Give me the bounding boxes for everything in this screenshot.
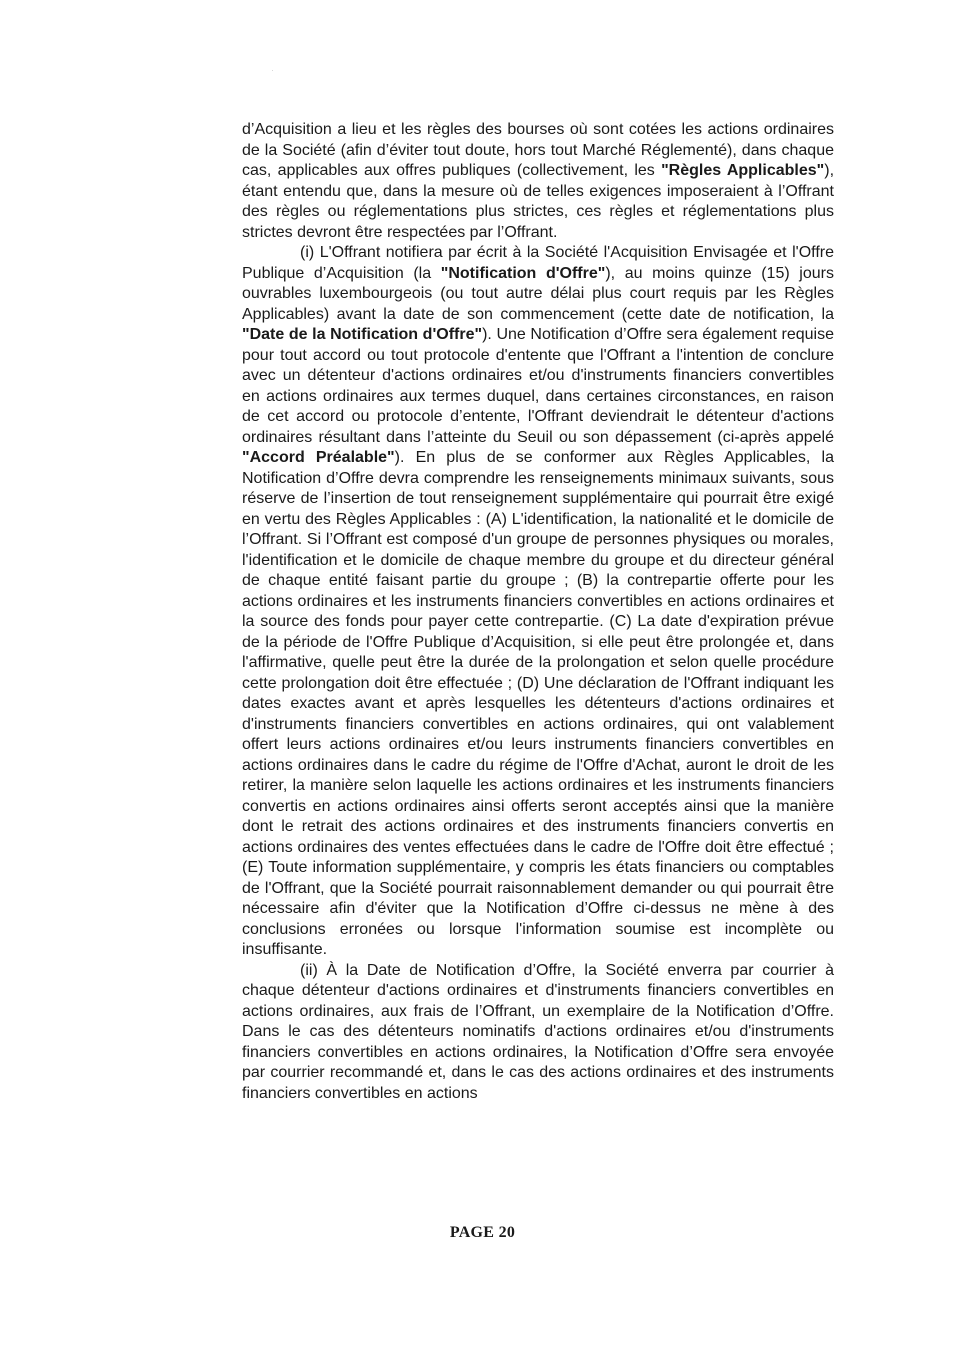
- paragraph-applicable-rules: [242, 120, 834, 243]
- text-run: (i) L'Offrant notifiera par écrit à la Société l'Acquisition Envisagée et l'Offre Publique d’Acquisition (la: [242, 244, 834, 282]
- defined-term: "Règles Applicables": [661, 162, 825, 179]
- body-text: [242, 120, 834, 1104]
- text-run: ). En plus de se conformer aux Règles Applicables, la Notification d’Offre devra comprendre les renseignements minimaux suivants, sous réserve de l’insertion de tout renseignement supplémentaire qui pourrait être exigé en vertu des Règles Applicables : (A) L'identification, la nationalité et le domicile de l’Offrant. Si l’Offrant est composé d'un groupe de personnes physiques ou morales, l'identification et le domicile de chaque membre du groupe et du directeur général de chaque entité faisant partie du groupe ; (B) la contrepartie offerte pour les actions ordinaires et les instruments financiers convertibles en actions ordinaires et la source des fonds pour payer cette contrepartie. (C) La date d'expiration prévue de la période de l'Offre Publique d’Acquisition, si elle peut être prolongée et, dans l'affirmative, quelle peut être la durée de la prolongation et selon quelle procédure cette prolongation doit être effectuée ; (D) Une déclaration de l'Offrant indiquant les dates exactes avant et après lesquelles les détenteurs d'actions ordinaires et d'instruments financiers convertibles en actions ordinaires, qui ont valablement offert leurs actions ordinaires et/ou leurs instruments financiers convertibles en actions ordinaires dans le cadre du régime de l'Offre d'Achat, auront le droit de les retirer, la manière selon laquelle les actions ordinaires et les instruments financiers convertis en actions ordinaires ainsi offerts seront acceptés ainsi que la manière dont le retrait des actions ordinaires et des instruments financiers convertis en actions ordinaires des ventes effectuées dans le cadre de l'Offre doit être effectué ; (E) Toute information supplémentaire, y compris les états financiers ou comptables de l'Offrant, que la Société pourrait raisonnablement demander ou qui pourrait être nécessaire afin d'éviter que la Notification d’Offre ci-dessus ne mène à des conclusions erronées ou lorsque l'information soumise est incomplète ou insuffisante.: [242, 449, 834, 958]
- page-number: PAGE 20: [449, 1224, 516, 1241]
- defined-term: "Accord Préalable": [242, 449, 395, 466]
- text-run: (ii) À la Date de Notification d’Offre, la Société enverra par courrier à chaque détenteur d'actions ordinaires et d'instruments financiers convertibles en actions ordinaires, aux frais de l’Offrant, un exemplaire de la Notification d’Offre. Dans le cas des détenteurs nominatifs d'actions ordinaires et/ou d'instruments financiers convertibles en actions ordinaires, la Notification d’Offre sera envoyée par courrier recommandé et, dans le cas des actions ordinaires et des instruments financiers convertibles en actions: [242, 961, 834, 1102]
- scan-speck: [272, 70, 273, 71]
- paragraph-notification-mailing: [242, 961, 834, 1105]
- text-run: ), au moins quinze (15) jours ouvrables luxembourgeois (ou tout autre délai plus court requis par les Règles Applicables) avant la date de son commencement (cette date de notification, la: [242, 264, 834, 323]
- text-run: d’Acquisition a lieu et les règles des bourses où sont cotées les actions ordinaires de la Société (afin d’éviter tout doute, hors tout Marché Réglementé), dans chaque cas, applicables aux offres publiques (collectivement, les: [242, 121, 834, 179]
- text-run: ). Une Notification d’Offre sera également requise pour tout accord ou tout protocole d'entente que l'Offrant a l'intention de conclure avec un détenteur d'actions ordinaires et/ou d'instruments financiers convertibles en actions ordinaires aux termes duquel, dans certaines circonstances, en raison de cet accord ou protocole d’entente, l'Offrant deviendrait le détenteur d'actions ordinaires résultant dans l’atteinte du Seuil ou son dépassement (ci-après appelé: [242, 326, 834, 446]
- text-run: ), étant entendu que, dans la mesure où de telles exigences imposeraient à l’Offrant des règles ou réglementations plus strictes, ces règles et réglementations plus strictes devront être respectées par l’Offrant.: [242, 162, 835, 241]
- paragraph-offer-notification: [242, 243, 834, 961]
- defined-term: "Date de la Notification d'Offre": [242, 326, 483, 343]
- defined-term: "Notification d'Offre": [440, 264, 606, 282]
